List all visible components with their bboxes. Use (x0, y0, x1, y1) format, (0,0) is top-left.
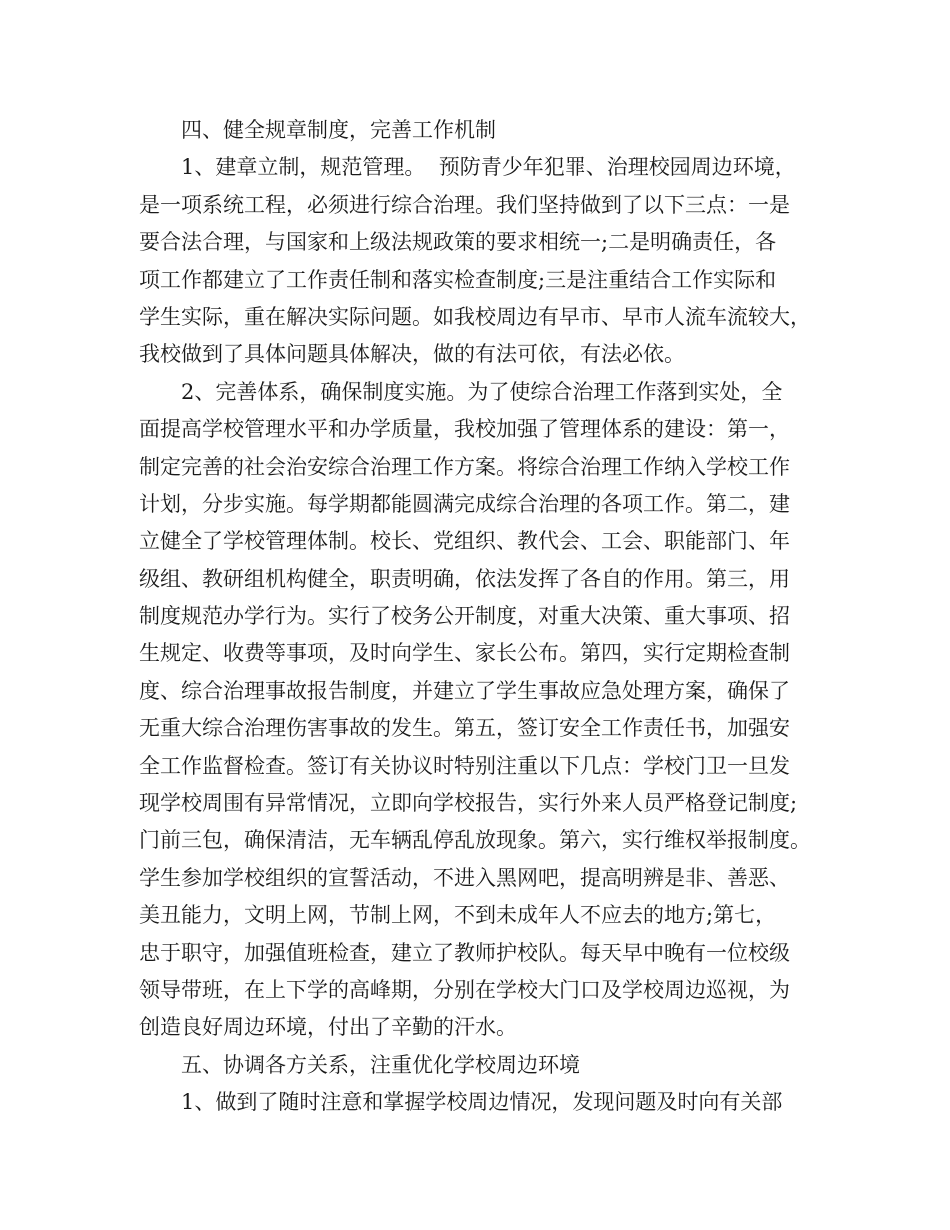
paragraph-line: 项工作都建立了工作责任制和落实检查制度;三是注重结合工作实际和 (139, 267, 777, 292)
paragraph-line: 门前三包，确保清洁，无车辆乱停乱放现象。第六，实行维权举报制度。 (139, 828, 811, 853)
section-heading: 四、健全规章制度，完善工作机制 (181, 118, 496, 142)
paragraph-line: 1、建章立制，规范管理。 预防青少年犯罪、治理校园周边环境， (181, 155, 796, 180)
paragraph-line: 学生实际，重在解决实际问题。如我校周边有早市、早市人流车流较大， (139, 304, 811, 329)
paragraph-line: 1、做到了随时注意和掌握学校周边情况，发现问题及时向有关部 (181, 1090, 783, 1115)
document-body (139, 112, 825, 1122)
paragraph-line: 要合法合理，与国家和上级法规政策的要求相统一;二是明确责任，各 (139, 230, 777, 255)
paragraph-line: 学生参加学校组织的宣誓活动，不进入黑网吧，提高明辨是非、善恶、 (139, 865, 790, 890)
paragraph-line: 生规定、收费等事项，及时向学生、家长公布。第四，实行定期检查制 (139, 641, 790, 666)
paragraph-line: 创造良好周边环境，付出了辛勤的汗水。 (139, 1015, 517, 1040)
paragraph-line: 计划，分步实施。每学期都能圆满完成综合治理的各项工作。第二，建 (139, 491, 790, 516)
paragraph-line: 我校做到了具体问题具体解决，做的有法可依，有法必依。 (139, 342, 685, 367)
paragraph-line: 忠于职守，加强值班检查，建立了教师护校队。每天早中晚有一位校级 (139, 940, 790, 965)
paragraph-line: 是一项系统工程，必须进行综合治理。我们坚持做到了以下三点：一是 (139, 192, 790, 217)
paragraph-line: 级组、教研组机构健全，职责明确，依法发挥了各自的作用。第三，用 (139, 566, 790, 591)
paragraph-line: 美丑能力，文明上网，节制上网，不到未成年人不应去的地方;第七， (139, 903, 777, 928)
paragraph-line: 度、综合治理事故报告制度，并建立了学生事故应急处理方案，确保了 (139, 678, 790, 703)
paragraph-line: 无重大综合治理伤害事故的发生。第五，签订安全工作责任书，加强安 (139, 716, 790, 741)
section-heading: 五、协调各方关系，注重优化学校周边环境 (181, 1052, 580, 1077)
paragraph-line: 制度规范办学行为。实行了校务公开制度，对重大决策、重大事项、招 (139, 604, 790, 629)
paragraph-line: 全工作监督检查。签订有关协议时特别注重以下几点：学校门卫一旦发 (139, 753, 790, 778)
paragraph-line: 制定完善的社会治安综合治理工作方案。将综合治理工作纳入学校工作 (139, 454, 790, 479)
paragraph-line: 现学校周围有异常情况，立即向学校报告，实行外来人员严格登记制度; (139, 791, 798, 816)
paragraph-line: 面提高学校管理水平和办学质量，我校加强了管理体系的建设：第一， (139, 417, 790, 442)
paragraph-line: 2、完善体系，确保制度实施。为了使综合治理工作落到实处，全 (181, 379, 783, 404)
paragraph-line: 立健全了学校管理体制。校长、党组织、教代会、工会、职能部门、年 (139, 529, 790, 554)
paragraph-line: 领导带班，在上下学的高峰期，分别在学校大门口及学校周边巡视，为 (139, 977, 790, 1002)
